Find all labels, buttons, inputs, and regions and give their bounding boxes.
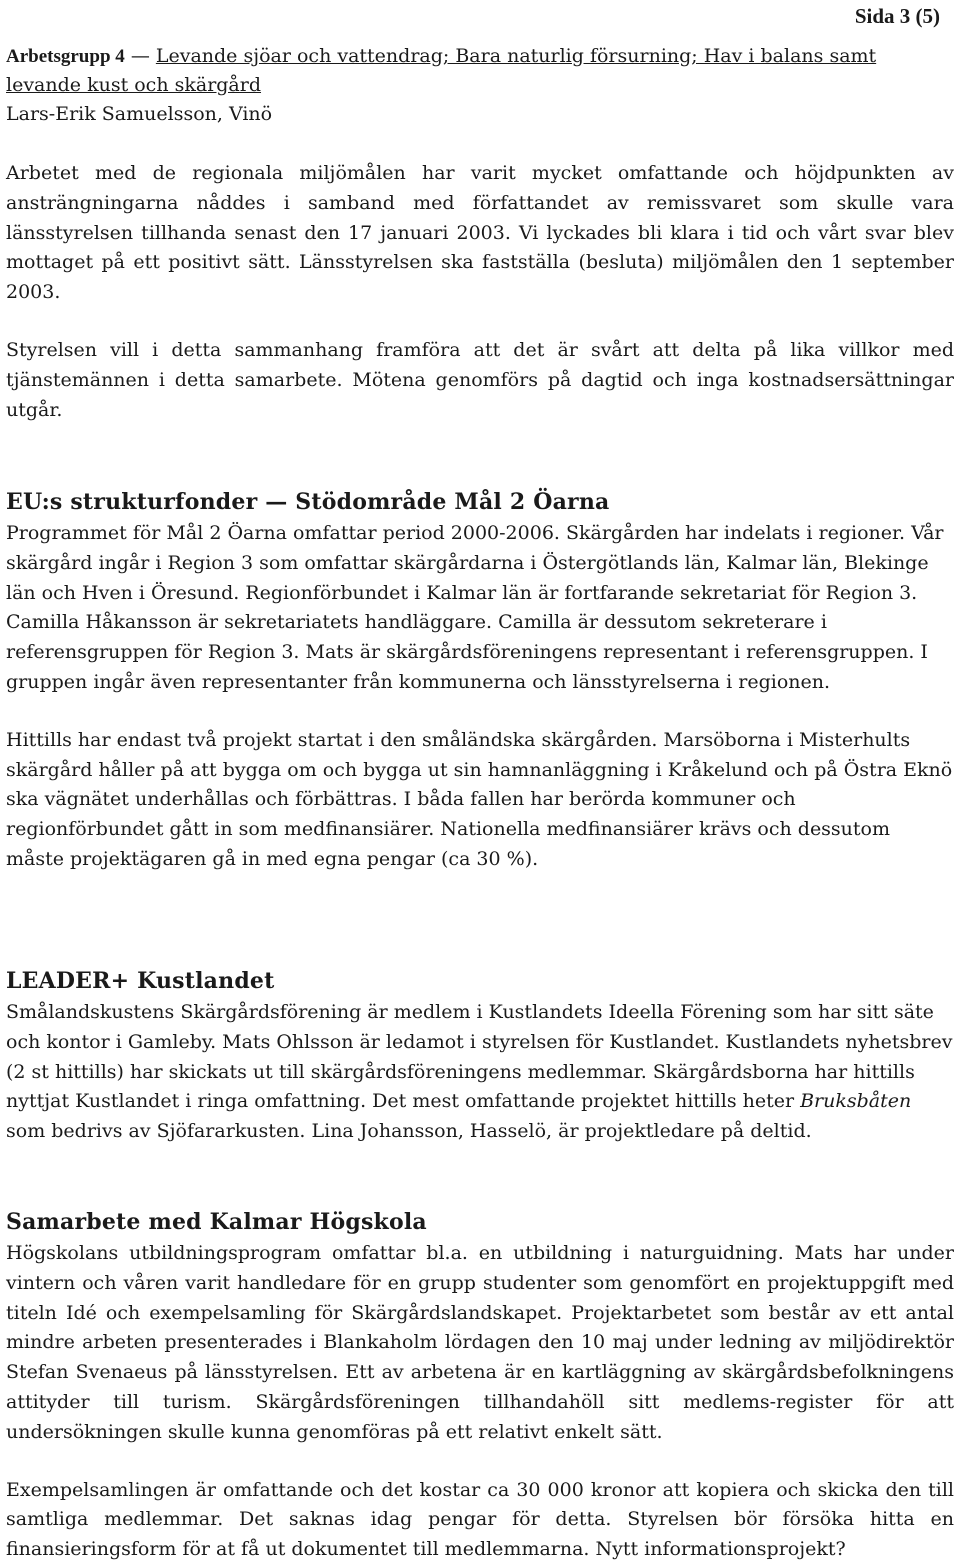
eu-section	[6, 487, 954, 875]
leader-text-end: som bedrivs av Sjöfararkusten. Lina Johansson, Hasselö, är projektledare på deltid.	[6, 1120, 812, 1143]
paragraph	[6, 998, 954, 1147]
paragraph: Arbetet med de regionala miljömålen har varit mycket omfattande och höjdpunkten av ansträngningarna nåddes i samband med författandet av remissvaret som skulle vara länsstyrelsen tillhanda senast den 17 januari 2003. Vi lyckades bli klara i tid och vårt svar blev mottaget på ett positivt sätt. Länsstyrelsen ska fastställa (besluta) miljömålen den 1 september 2003.	[6, 162, 954, 304]
dash-separator: —	[130, 45, 156, 67]
paragraph: Styrelsen vill i detta sammanhang framföra att det är svårt att delta på lika villkor med tjänstemännen i detta samarbete. Mötena genomförs på dagtid och inga kostnadsersättningar utgår.	[6, 338, 954, 421]
paragraph-gap	[6, 1448, 954, 1476]
leader-text-start: Smålandskustens Skärgårdsförening är medlem i Kustlandets Ideella Förening som har sitt säte och kontor i Gamleby. Mats Ohlsson är ledamot i styrelsen för Kustlandet. Kustlandets nyhetsbrev (2 st hittills) har skickats ut till skärgårdsföreningens medlemmar. Skärgårdsborna har hittills nyttjat Kustlandet i ringa omfattning. Det mest omfattande projektet hittills heter	[6, 1001, 953, 1113]
section-heading: Samarbete med Kalmar Högskola	[6, 1209, 427, 1235]
section-heading: EU:s strukturfonder — Stödområde Mål 2 Öarna	[6, 489, 610, 515]
paragraph: Programmet för Mål 2 Öarna omfattar period 2000-2006. Skärgården har indelats i regioner. Vår skärgård ingår i Region 3 som omfattar skärgårdarna i Östergötlands län, Kalmar län, Blekinge län och Hven i Öresund. Regionförbundet i Kalmar län är fortfarande sekretariat för Region 3. Camilla Håkansson är sekretariatets handläggare. Camilla är dessutom sekreterare i referensgruppen för Region 3. Mats är skärgårdsföreningens representant i referensgruppen. I gruppen ingår även representanter från kommunerna och länsstyrelserna i regionen.	[6, 522, 944, 693]
paragraph: Högskolans utbildningsprogram omfattar bl.a. en utbildning i naturguidning. Mats har under vintern och våren varit handledare för en grupp studenter som genomfört en projektuppgift med titeln Idé och exempelsamling för Skärgårdslandskapet. Projektarbetet som består av ett antal mindre arbeten presenterades i Blankaholm lördagen den 10 maj under ledning av miljödirektör Stefan Svenaeus på länsstyrelsen. Ett av arbetena är en kartläggning av skärgårdsbefolkningens attityder till turism. Skärgårdsföreningen tillhandahöll sitt medlems-register för att undersökningen skulle kunna genomföras på ett relativt enkelt sätt.	[6, 1242, 954, 1443]
hogskola-section	[6, 1207, 954, 1565]
paragraph: Hittills har endast två projekt startat i den småländska skärgården. Marsöborna i Misterhults skärgård håller på att bygga om och bygga ut sin hamnanläggning i Kråkelund och på Östra Eknö ska vägnätet underhållas och förbättras. I båda fallen har berörda kommuner och regionförbundet gått in som medfinansiärer. Nationella medfinansiärer krävs och dessutom måste projektägaren gå in med egna pengar (ca 30 %).	[6, 728, 953, 870]
section-heading: LEADER+ Kustlandet	[6, 968, 275, 994]
working-group-person: Lars-Erik Samuelsson, Vinö	[6, 103, 273, 125]
project-name: Bruksbåten	[800, 1090, 912, 1113]
leader-section	[6, 966, 954, 1147]
working-group-body	[6, 159, 954, 425]
working-group-topics: Levande sjöar och vattendrag; Bara naturlig försurning; Hav i balans samt levande kust och skärgård	[6, 45, 877, 96]
paragraph-gap	[6, 698, 954, 726]
paragraph-gap	[6, 308, 954, 336]
paragraph: Exempelsamlingen är omfattande och det kostar ca 30 000 kronor att kopiera och skicka den till samtliga medlemmar. Det saknas idag pengar för detta. Styrelsen bör försöka hitta en finansieringsform för at få ut dokumentet till medlemmarna. Nytt informationsprojekt?	[6, 1478, 954, 1561]
working-group-label: Arbetsgrupp 4	[6, 46, 125, 67]
working-group-header	[6, 42, 946, 129]
page-number: Sida 3 (5)	[854, 4, 940, 28]
